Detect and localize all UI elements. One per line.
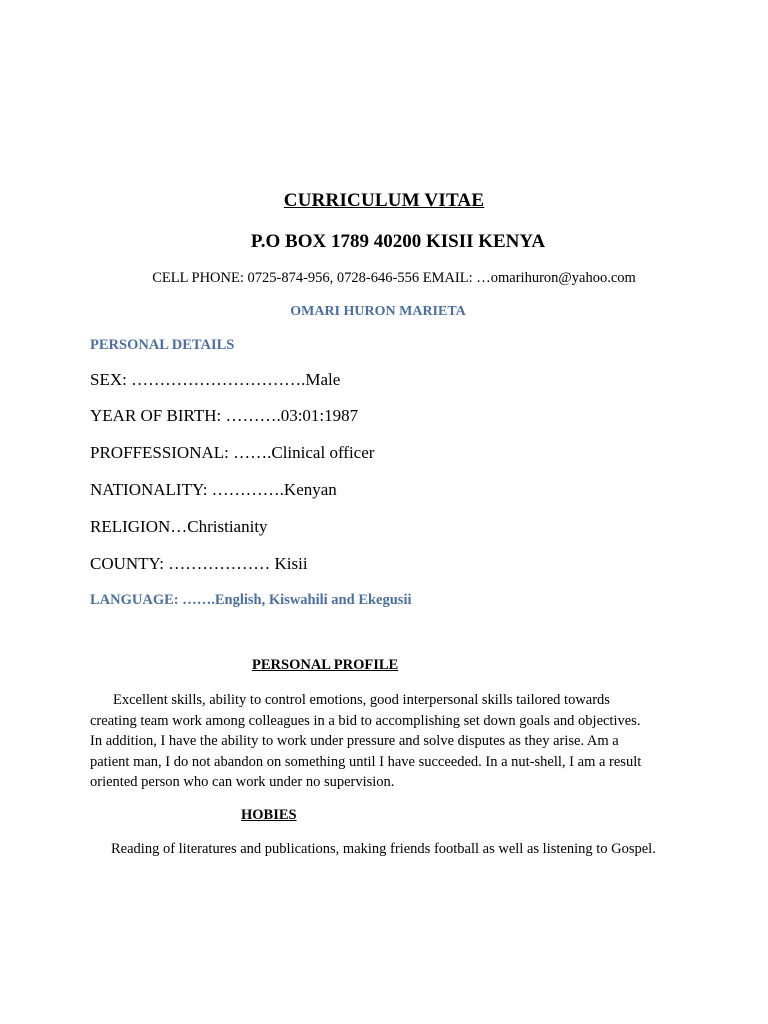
candidate-name: OMARI HURON MARIETA [290,304,466,319]
postal-address: P.O BOX 1789 40200 KISII KENYA [250,231,546,252]
detail-professional: PROFFESSIONAL: …….Clinical officer [90,443,375,462]
personal-details-heading: PERSONAL DETAILS [90,337,235,353]
profile-line: In addition, I have the ability to work under pressure and solve disputes as they arise. Am a [90,733,619,750]
personal-profile-heading: PERSONAL PROFILE [252,657,399,673]
detail-nationality: NATIONALITY: ………….Kenyan [90,480,337,499]
detail-county: COUNTY: ……………… Kisii [90,554,308,573]
document-title: CURRICULUM VITAE [283,190,485,211]
detail-year-of-birth: YEAR OF BIRTH: ……….03:01:1987 [90,406,359,425]
detail-religion: RELIGION…Christianity [90,517,268,536]
detail-sex: SEX: ………………………….Male [90,370,341,389]
personal-profile-paragraph [90,690,680,793]
contact-line: CELL PHONE: 0725-874-956, 0728-646-556 EMAIL: …omarihuron@yahoo.com [152,270,636,286]
hobies-heading: HOBIES [241,807,297,823]
profile-line: creating team work among colleagues in a bid to accomplishing set down goals and objectives. [90,712,641,729]
detail-language: LANGUAGE: …….English, Kiswahili and Ekegusii [90,592,412,608]
profile-line: patient man, I do not abandon on something until I have succeeded. In a nut-shell, I am a result [90,753,642,770]
profile-line: Excellent skills, ability to control emotions, good interpersonal skills tailored towards [113,692,610,708]
hobies-text: Reading of literatures and publications, making friends football as well as listening to Gospel. [111,841,656,857]
profile-line: oriented person who can work under no supervision. [90,774,395,791]
